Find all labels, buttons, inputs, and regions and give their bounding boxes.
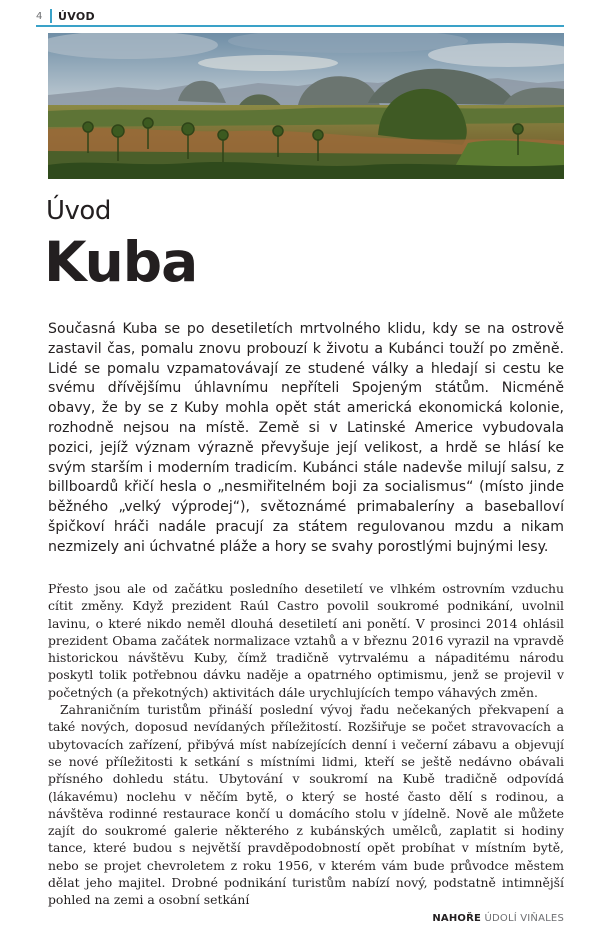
running-head-divider: [50, 9, 52, 23]
running-head-title: ÚVOD: [58, 9, 95, 23]
landscape-photo: [48, 33, 564, 179]
page-title: Kuba: [44, 230, 198, 294]
photo-caption: [432, 913, 564, 924]
running-head: [36, 7, 564, 27]
lead-paragraph: Současná Kuba se po desetiletích mrtvolného klidu, kdy se na ostrově zastavil čas, pomalu znovu probouzí k životu a Kubánci touží po změně. Lidé se pomalu vzpamatovávají ze studené války a hledají si cestu ke svému dřívějšímu úhlavnímu nepříteli Spojeným státům. Nicméně obavy, že by se z Kuby mohla opět stát americká ekonomická kolonie, rozhodně nejsou na místě. Země si v Latinské Americe vybudovala pozici, jejíž význam výrazně převyšuje její velikost, a hrdě se hlásí ke svým starším i moderním tradicím. Kubánci stále nadevše milují salsu, z billboardů křičí hesla o „nesmiřitelném boji za socialismus“ (místo jinde běžného „velký výprodej“), světoznámé primabaleríny a baseballoví špičkoví hráči nadále pracují za státem regulovanou mzdu a nikam nezmizely ani úchvatné pláže a hory se svahy porostlými bujnými lesy.: [48, 321, 564, 555]
photo-caption-text: ÚDOLÍ VIŇALES: [484, 913, 564, 924]
body-text: [48, 580, 564, 909]
section-label: Úvod: [46, 196, 111, 226]
page-number: 4: [36, 10, 43, 22]
body-paragraph: Zahraničním turistům přináší poslední vývoj řadu nečekaných překvapení a také nových, doposud nevídaných příležitostí. Rozšiřuje se počet stravovacích a ubytovacích zařízení, přibývá míst nabízejících denní i večerní zábavu a objevují se nové příležitosti k setkání s místními lidmi, kteří se ještě nedávno obávali přísného dohledu státu. Ubytování v soukromí na Kubě tradičně odpovídá (lákavému) noclehu v něčím bytě, o který se hosté často dělí s rodinou, a návštěva rodinné restaurace končí u domácího stolu v jídelně. Nově ale můžete zajít do soukromé galerie některého z kubánských umělců, zaplatit si hodiny tance, které budou s největší pravděpodobností opět probíhat v místním bytě, nebo se projet chevroletem z roku 1956, v kterém vám bude průvodce městem dělat jeho majitel. Drobné podnikání turistům nabízí nový, podstatně intimnější pohled na zemi a osobní setkání: [48, 702, 564, 908]
photo-caption-position: NAHOŘE: [432, 913, 482, 924]
body-paragraph: Přesto jsou ale od začátku posledního desetiletí ve vlhkém ostrovním vzduchu cítit změny. Když prezident Raúl Castro povolil soukromé podnikání, uvolnil lavinu, o které nikdo neměl dlouhá desetiletí ani ponětí. V prosinci 2014 ohlásil prezident Obama začátek normalizace vztahů a v březnu 2016 vyrazil na vpravdě historickou návštěvu Kuby, čímž tradičně vytrvalému a nápaditému národu poskytl tolik potřebnou dávku naděje a opatrného optimismu, jenž se projevil v početných (a překotných) aktivitách dále urychlujících tempo váhavých změn.: [48, 581, 564, 700]
